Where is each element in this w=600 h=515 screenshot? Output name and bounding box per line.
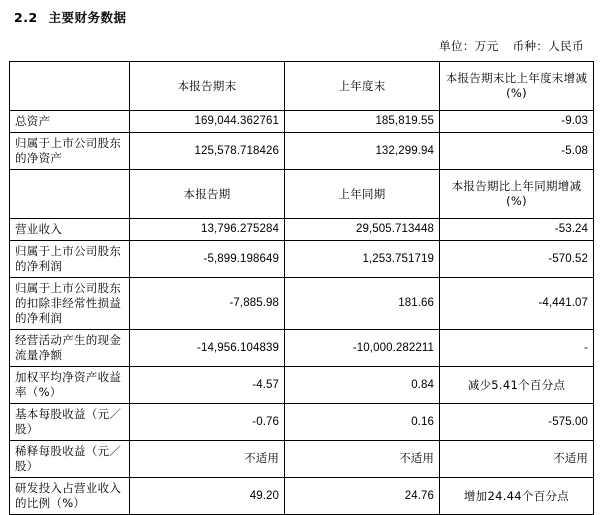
table-row	[10, 441, 594, 478]
table-row	[10, 404, 594, 441]
row-label-revenue: 营业收入	[10, 219, 130, 241]
cell-revenue-prior: 29,505.713448	[285, 219, 440, 241]
section-title-text: 主要财务数据	[48, 10, 127, 25]
table-header-row-1	[10, 62, 594, 111]
table-row	[10, 478, 594, 515]
header-cell-change-vs-prior-period: 本报告期比上年同期增减(%)	[440, 170, 594, 219]
header-cell-prior-period: 上年同期	[285, 170, 440, 219]
row-label-rd-ratio: 研发投入占营业收入的比例（%）	[10, 478, 130, 515]
table-row	[10, 133, 594, 170]
cell-weighted-roe-prior: 0.84	[285, 367, 440, 404]
header-cell-prior-year-end: 上年度末	[285, 62, 440, 111]
table-row	[10, 330, 594, 367]
financial-summary-table	[9, 61, 594, 515]
cell-net-assets-current: 125,578.718426	[130, 133, 285, 170]
cell-net-profit-current: -5,899.198649	[130, 241, 285, 278]
cell-revenue-change: -53.24	[440, 219, 594, 241]
currency-label: 币种：人民币	[512, 39, 584, 53]
row-label-net-profit: 归属于上市公司股东的净利润	[10, 241, 130, 278]
header-cell-change-vs-prior-year-end: 本报告期末比上年度末增减(%)	[440, 62, 594, 111]
table-row	[10, 241, 594, 278]
cell-basic-eps-prior: 0.16	[285, 404, 440, 441]
row-label-basic-eps: 基本每股收益（元／股）	[10, 404, 130, 441]
cell-revenue-current: 13,796.275284	[130, 219, 285, 241]
page-title	[8, 0, 592, 27]
section-number: 2.2	[14, 10, 38, 25]
cell-weighted-roe-change: 减少5.41个百分点	[440, 367, 594, 404]
row-label-net-profit-excl-nonrecurring: 归属于上市公司股东的扣除非经常性损益的净利润	[10, 278, 130, 330]
table-row	[10, 219, 594, 241]
header-cell-blank-2	[10, 170, 130, 219]
cell-net-profit-excl-prior: 181.66	[285, 278, 440, 330]
row-label-net-assets: 归属于上市公司股东的净资产	[10, 133, 130, 170]
table-row	[10, 111, 594, 133]
header-cell-period-end: 本报告期末	[130, 62, 285, 111]
cell-net-profit-excl-change: -4,441.07	[440, 278, 594, 330]
cell-operating-cash-flow-change: -	[440, 330, 594, 367]
cell-net-profit-change: -570.52	[440, 241, 594, 278]
unit-currency-line	[8, 27, 592, 61]
table-header-row-2	[10, 170, 594, 219]
cell-diluted-eps-change: 不适用	[440, 441, 594, 478]
row-label-diluted-eps: 稀释每股收益（元／股）	[10, 441, 130, 478]
row-label-total-assets: 总资产	[10, 111, 130, 133]
cell-total-assets-current: 169,044.362761	[130, 111, 285, 133]
cell-weighted-roe-current: -4.57	[130, 367, 285, 404]
unit-label: 单位：万元	[439, 39, 499, 53]
cell-operating-cash-flow-current: -14,956.104839	[130, 330, 285, 367]
cell-net-assets-change: -5.08	[440, 133, 594, 170]
header-cell-blank-1	[10, 62, 130, 111]
row-label-weighted-roe: 加权平均净资产收益率（%）	[10, 367, 130, 404]
cell-basic-eps-change: -575.00	[440, 404, 594, 441]
cell-basic-eps-current: -0.76	[130, 404, 285, 441]
table-row	[10, 278, 594, 330]
table-row	[10, 367, 594, 404]
cell-rd-ratio-current: 49.20	[130, 478, 285, 515]
cell-diluted-eps-current: 不适用	[130, 441, 285, 478]
cell-operating-cash-flow-prior: -10,000.282211	[285, 330, 440, 367]
header-cell-report-period: 本报告期	[130, 170, 285, 219]
cell-total-assets-prior: 185,819.55	[285, 111, 440, 133]
cell-rd-ratio-change: 增加24.44个百分点	[440, 478, 594, 515]
cell-rd-ratio-prior: 24.76	[285, 478, 440, 515]
cell-diluted-eps-prior: 不适用	[285, 441, 440, 478]
row-label-operating-cash-flow: 经营活动产生的现金流量净额	[10, 330, 130, 367]
cell-net-profit-prior: 1,253.751719	[285, 241, 440, 278]
cell-total-assets-change: -9.03	[440, 111, 594, 133]
cell-net-assets-prior: 132,299.94	[285, 133, 440, 170]
cell-net-profit-excl-current: -7,885.98	[130, 278, 285, 330]
